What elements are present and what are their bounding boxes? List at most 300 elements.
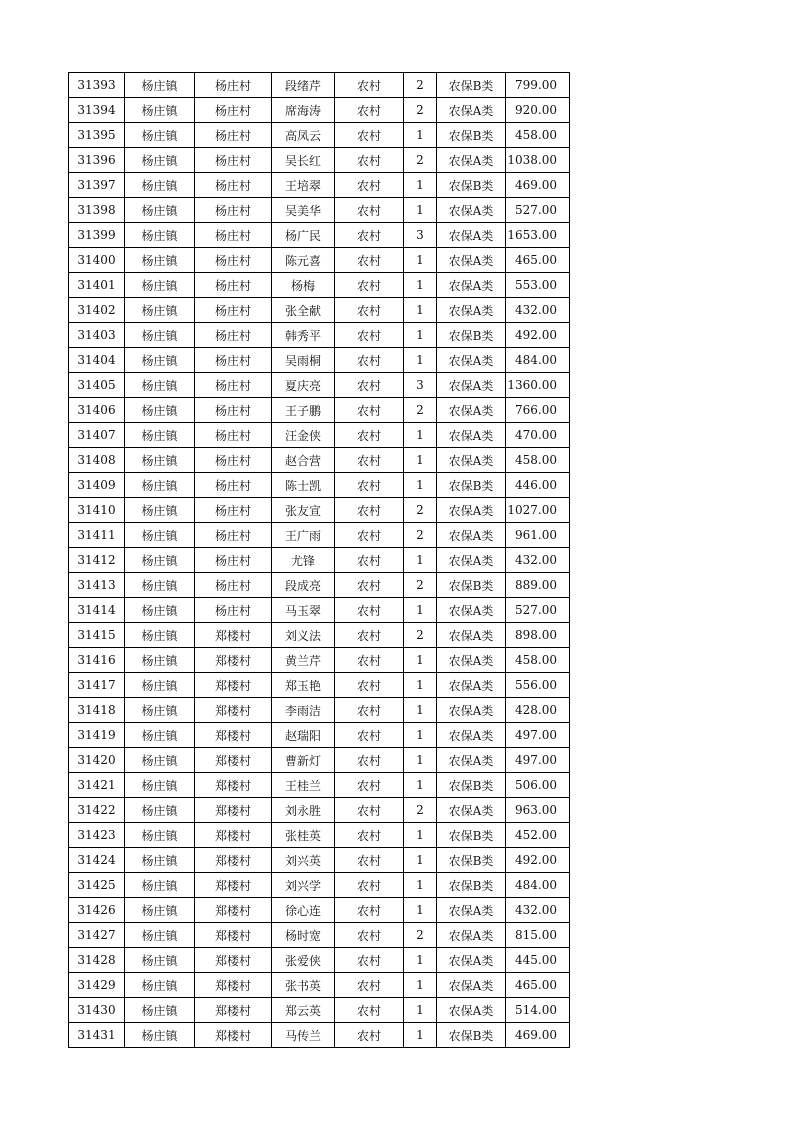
town-cell: 杨庄镇 xyxy=(125,273,195,298)
household-size-cell: 1 xyxy=(404,198,437,223)
amount-cell: 465.00 xyxy=(506,248,570,273)
town-cell: 杨庄镇 xyxy=(125,573,195,598)
village-cell: 杨庄村 xyxy=(195,123,272,148)
record-id-cell: 31419 xyxy=(69,723,125,748)
amount-cell: 1038.00 xyxy=(506,148,570,173)
insurance-category-cell: 农保A类 xyxy=(437,198,506,223)
town-cell: 杨庄镇 xyxy=(125,548,195,573)
household-size-cell: 1 xyxy=(404,248,437,273)
amount-cell: 484.00 xyxy=(506,348,570,373)
person-name-cell: 王培翠 xyxy=(272,173,335,198)
household-size-cell: 3 xyxy=(404,223,437,248)
village-cell: 杨庄村 xyxy=(195,548,272,573)
person-name-cell: 张桂英 xyxy=(272,823,335,848)
amount-cell: 553.00 xyxy=(506,273,570,298)
amount-cell: 432.00 xyxy=(506,898,570,923)
table-row xyxy=(69,673,570,698)
table-row xyxy=(69,973,570,998)
table-row xyxy=(69,248,570,273)
area-type-cell: 农村 xyxy=(335,273,404,298)
amount-cell: 514.00 xyxy=(506,998,570,1023)
record-id-cell: 31394 xyxy=(69,98,125,123)
record-id-cell: 31404 xyxy=(69,348,125,373)
town-cell: 杨庄镇 xyxy=(125,73,195,98)
insurance-category-cell: 农保A类 xyxy=(437,973,506,998)
area-type-cell: 农村 xyxy=(335,473,404,498)
insurance-category-cell: 农保A类 xyxy=(437,523,506,548)
record-id-cell: 31422 xyxy=(69,798,125,823)
record-id-cell: 31415 xyxy=(69,623,125,648)
town-cell: 杨庄镇 xyxy=(125,448,195,473)
village-cell: 郑楼村 xyxy=(195,873,272,898)
village-cell: 杨庄村 xyxy=(195,173,272,198)
village-cell: 杨庄村 xyxy=(195,598,272,623)
amount-cell: 766.00 xyxy=(506,398,570,423)
area-type-cell: 农村 xyxy=(335,923,404,948)
record-id-cell: 31431 xyxy=(69,1023,125,1048)
record-id-cell: 31424 xyxy=(69,848,125,873)
table-row xyxy=(69,1023,570,1048)
table-row xyxy=(69,573,570,598)
record-id-cell: 31399 xyxy=(69,223,125,248)
table-row xyxy=(69,898,570,923)
person-name-cell: 王桂兰 xyxy=(272,773,335,798)
record-id-cell: 31423 xyxy=(69,823,125,848)
village-cell: 郑楼村 xyxy=(195,748,272,773)
insurance-category-cell: 农保A类 xyxy=(437,923,506,948)
record-id-cell: 31408 xyxy=(69,448,125,473)
amount-cell: 484.00 xyxy=(506,873,570,898)
record-id-cell: 31395 xyxy=(69,123,125,148)
amount-cell: 506.00 xyxy=(506,773,570,798)
table-row xyxy=(69,548,570,573)
insurance-category-cell: 农保A类 xyxy=(437,548,506,573)
village-cell: 杨庄村 xyxy=(195,298,272,323)
amount-cell: 445.00 xyxy=(506,948,570,973)
town-cell: 杨庄镇 xyxy=(125,373,195,398)
person-name-cell: 尤锋 xyxy=(272,548,335,573)
household-size-cell: 1 xyxy=(404,548,437,573)
insurance-category-cell: 农保A类 xyxy=(437,998,506,1023)
record-id-cell: 31428 xyxy=(69,948,125,973)
household-size-cell: 1 xyxy=(404,848,437,873)
amount-cell: 497.00 xyxy=(506,748,570,773)
table-row xyxy=(69,798,570,823)
household-size-cell: 1 xyxy=(404,773,437,798)
area-type-cell: 农村 xyxy=(335,598,404,623)
household-size-cell: 2 xyxy=(404,573,437,598)
record-id-cell: 31403 xyxy=(69,323,125,348)
insurance-category-cell: 农保A类 xyxy=(437,498,506,523)
person-name-cell: 韩秀平 xyxy=(272,323,335,348)
town-cell: 杨庄镇 xyxy=(125,673,195,698)
town-cell: 杨庄镇 xyxy=(125,323,195,348)
table-row xyxy=(69,623,570,648)
record-id-cell: 31411 xyxy=(69,523,125,548)
person-name-cell: 吴长红 xyxy=(272,148,335,173)
table-row xyxy=(69,173,570,198)
person-name-cell: 曹新灯 xyxy=(272,748,335,773)
insurance-category-cell: 农保A类 xyxy=(437,248,506,273)
town-cell: 杨庄镇 xyxy=(125,98,195,123)
record-id-cell: 31409 xyxy=(69,473,125,498)
village-cell: 郑楼村 xyxy=(195,623,272,648)
village-cell: 杨庄村 xyxy=(195,373,272,398)
record-id-cell: 31414 xyxy=(69,598,125,623)
village-cell: 杨庄村 xyxy=(195,423,272,448)
person-name-cell: 李雨洁 xyxy=(272,698,335,723)
insurance-category-cell: 农保A类 xyxy=(437,948,506,973)
household-size-cell: 2 xyxy=(404,798,437,823)
town-cell: 杨庄镇 xyxy=(125,1023,195,1048)
village-cell: 杨庄村 xyxy=(195,198,272,223)
records-table xyxy=(68,72,570,1048)
person-name-cell: 张爱侠 xyxy=(272,948,335,973)
area-type-cell: 农村 xyxy=(335,198,404,223)
amount-cell: 963.00 xyxy=(506,798,570,823)
town-cell: 杨庄镇 xyxy=(125,998,195,1023)
person-name-cell: 吴雨桐 xyxy=(272,348,335,373)
amount-cell: 961.00 xyxy=(506,523,570,548)
person-name-cell: 杨时宽 xyxy=(272,923,335,948)
household-size-cell: 2 xyxy=(404,623,437,648)
village-cell: 杨庄村 xyxy=(195,273,272,298)
village-cell: 杨庄村 xyxy=(195,523,272,548)
insurance-category-cell: 农保B类 xyxy=(437,123,506,148)
record-id-cell: 31417 xyxy=(69,673,125,698)
household-size-cell: 1 xyxy=(404,823,437,848)
household-size-cell: 3 xyxy=(404,373,437,398)
household-size-cell: 1 xyxy=(404,748,437,773)
area-type-cell: 农村 xyxy=(335,373,404,398)
insurance-category-cell: 农保B类 xyxy=(437,1023,506,1048)
table-row xyxy=(69,648,570,673)
record-id-cell: 31425 xyxy=(69,873,125,898)
town-cell: 杨庄镇 xyxy=(125,598,195,623)
household-size-cell: 1 xyxy=(404,998,437,1023)
insurance-category-cell: 农保A类 xyxy=(437,673,506,698)
insurance-category-cell: 农保A类 xyxy=(437,723,506,748)
insurance-category-cell: 农保A类 xyxy=(437,373,506,398)
insurance-category-cell: 农保A类 xyxy=(437,298,506,323)
person-name-cell: 陈元喜 xyxy=(272,248,335,273)
person-name-cell: 夏庆亮 xyxy=(272,373,335,398)
area-type-cell: 农村 xyxy=(335,523,404,548)
area-type-cell: 农村 xyxy=(335,223,404,248)
town-cell: 杨庄镇 xyxy=(125,348,195,373)
household-size-cell: 1 xyxy=(404,948,437,973)
household-size-cell: 2 xyxy=(404,923,437,948)
amount-cell: 497.00 xyxy=(506,723,570,748)
table-row xyxy=(69,148,570,173)
household-size-cell: 1 xyxy=(404,723,437,748)
amount-cell: 815.00 xyxy=(506,923,570,948)
town-cell: 杨庄镇 xyxy=(125,823,195,848)
town-cell: 杨庄镇 xyxy=(125,873,195,898)
area-type-cell: 农村 xyxy=(335,323,404,348)
area-type-cell: 农村 xyxy=(335,123,404,148)
amount-cell: 428.00 xyxy=(506,698,570,723)
person-name-cell: 陈士凯 xyxy=(272,473,335,498)
record-id-cell: 31407 xyxy=(69,423,125,448)
table-row xyxy=(69,423,570,448)
town-cell: 杨庄镇 xyxy=(125,173,195,198)
person-name-cell: 郑玉艳 xyxy=(272,673,335,698)
household-size-cell: 2 xyxy=(404,98,437,123)
table-row xyxy=(69,948,570,973)
village-cell: 郑楼村 xyxy=(195,648,272,673)
amount-cell: 470.00 xyxy=(506,423,570,448)
village-cell: 杨庄村 xyxy=(195,398,272,423)
household-size-cell: 1 xyxy=(404,173,437,198)
town-cell: 杨庄镇 xyxy=(125,698,195,723)
amount-cell: 1653.00 xyxy=(506,223,570,248)
table-row xyxy=(69,198,570,223)
person-name-cell: 杨梅 xyxy=(272,273,335,298)
insurance-category-cell: 农保B类 xyxy=(437,873,506,898)
insurance-category-cell: 农保A类 xyxy=(437,598,506,623)
village-cell: 郑楼村 xyxy=(195,848,272,873)
village-cell: 杨庄村 xyxy=(195,148,272,173)
town-cell: 杨庄镇 xyxy=(125,798,195,823)
person-name-cell: 刘永胜 xyxy=(272,798,335,823)
insurance-category-cell: 农保A类 xyxy=(437,98,506,123)
record-id-cell: 31421 xyxy=(69,773,125,798)
town-cell: 杨庄镇 xyxy=(125,248,195,273)
area-type-cell: 农村 xyxy=(335,673,404,698)
town-cell: 杨庄镇 xyxy=(125,523,195,548)
village-cell: 杨庄村 xyxy=(195,73,272,98)
table-row xyxy=(69,373,570,398)
area-type-cell: 农村 xyxy=(335,348,404,373)
person-name-cell: 杨广民 xyxy=(272,223,335,248)
area-type-cell: 农村 xyxy=(335,873,404,898)
town-cell: 杨庄镇 xyxy=(125,973,195,998)
table-row xyxy=(69,823,570,848)
amount-cell: 889.00 xyxy=(506,573,570,598)
table-row xyxy=(69,323,570,348)
amount-cell: 432.00 xyxy=(506,548,570,573)
amount-cell: 492.00 xyxy=(506,848,570,873)
village-cell: 杨庄村 xyxy=(195,323,272,348)
town-cell: 杨庄镇 xyxy=(125,723,195,748)
amount-cell: 452.00 xyxy=(506,823,570,848)
table-row xyxy=(69,873,570,898)
town-cell: 杨庄镇 xyxy=(125,848,195,873)
area-type-cell: 农村 xyxy=(335,773,404,798)
person-name-cell: 王子鹏 xyxy=(272,398,335,423)
town-cell: 杨庄镇 xyxy=(125,898,195,923)
household-size-cell: 1 xyxy=(404,598,437,623)
amount-cell: 799.00 xyxy=(506,73,570,98)
table-row xyxy=(69,523,570,548)
insurance-category-cell: 农保A类 xyxy=(437,223,506,248)
table-row xyxy=(69,448,570,473)
area-type-cell: 农村 xyxy=(335,798,404,823)
village-cell: 杨庄村 xyxy=(195,223,272,248)
area-type-cell: 农村 xyxy=(335,698,404,723)
person-name-cell: 张全献 xyxy=(272,298,335,323)
household-size-cell: 1 xyxy=(404,348,437,373)
person-name-cell: 刘兴英 xyxy=(272,848,335,873)
record-id-cell: 31416 xyxy=(69,648,125,673)
insurance-category-cell: 农保A类 xyxy=(437,748,506,773)
household-size-cell: 1 xyxy=(404,673,437,698)
amount-cell: 458.00 xyxy=(506,448,570,473)
household-size-cell: 1 xyxy=(404,898,437,923)
table-row xyxy=(69,748,570,773)
amount-cell: 1360.00 xyxy=(506,373,570,398)
amount-cell: 465.00 xyxy=(506,973,570,998)
insurance-category-cell: 农保A类 xyxy=(437,623,506,648)
insurance-category-cell: 农保B类 xyxy=(437,773,506,798)
table-row xyxy=(69,698,570,723)
town-cell: 杨庄镇 xyxy=(125,148,195,173)
insurance-category-cell: 农保B类 xyxy=(437,73,506,98)
household-size-cell: 1 xyxy=(404,698,437,723)
village-cell: 郑楼村 xyxy=(195,948,272,973)
area-type-cell: 农村 xyxy=(335,623,404,648)
town-cell: 杨庄镇 xyxy=(125,298,195,323)
record-id-cell: 31418 xyxy=(69,698,125,723)
person-name-cell: 赵瑞阳 xyxy=(272,723,335,748)
amount-cell: 446.00 xyxy=(506,473,570,498)
village-cell: 郑楼村 xyxy=(195,723,272,748)
area-type-cell: 农村 xyxy=(335,648,404,673)
town-cell: 杨庄镇 xyxy=(125,773,195,798)
amount-cell: 556.00 xyxy=(506,673,570,698)
town-cell: 杨庄镇 xyxy=(125,748,195,773)
area-type-cell: 农村 xyxy=(335,723,404,748)
area-type-cell: 农村 xyxy=(335,573,404,598)
amount-cell: 898.00 xyxy=(506,623,570,648)
table-row xyxy=(69,473,570,498)
village-cell: 杨庄村 xyxy=(195,98,272,123)
table-row xyxy=(69,98,570,123)
village-cell: 杨庄村 xyxy=(195,448,272,473)
record-id-cell: 31412 xyxy=(69,548,125,573)
household-size-cell: 1 xyxy=(404,273,437,298)
amount-cell: 469.00 xyxy=(506,1023,570,1048)
table-row xyxy=(69,348,570,373)
amount-cell: 527.00 xyxy=(506,198,570,223)
area-type-cell: 农村 xyxy=(335,748,404,773)
table-row xyxy=(69,773,570,798)
person-name-cell: 马传兰 xyxy=(272,1023,335,1048)
household-size-cell: 1 xyxy=(404,298,437,323)
amount-cell: 458.00 xyxy=(506,648,570,673)
town-cell: 杨庄镇 xyxy=(125,423,195,448)
area-type-cell: 农村 xyxy=(335,298,404,323)
area-type-cell: 农村 xyxy=(335,98,404,123)
area-type-cell: 农村 xyxy=(335,448,404,473)
record-id-cell: 31420 xyxy=(69,748,125,773)
household-size-cell: 1 xyxy=(404,648,437,673)
village-cell: 郑楼村 xyxy=(195,973,272,998)
area-type-cell: 农村 xyxy=(335,148,404,173)
amount-cell: 920.00 xyxy=(506,98,570,123)
record-id-cell: 31402 xyxy=(69,298,125,323)
village-cell: 郑楼村 xyxy=(195,923,272,948)
household-size-cell: 1 xyxy=(404,1023,437,1048)
table-row xyxy=(69,73,570,98)
table-row xyxy=(69,848,570,873)
village-cell: 郑楼村 xyxy=(195,773,272,798)
insurance-category-cell: 农保B类 xyxy=(437,573,506,598)
village-cell: 杨庄村 xyxy=(195,348,272,373)
amount-cell: 1027.00 xyxy=(506,498,570,523)
table-row xyxy=(69,273,570,298)
village-cell: 杨庄村 xyxy=(195,573,272,598)
person-name-cell: 张友宣 xyxy=(272,498,335,523)
record-id-cell: 31413 xyxy=(69,573,125,598)
record-id-cell: 31400 xyxy=(69,248,125,273)
town-cell: 杨庄镇 xyxy=(125,398,195,423)
person-name-cell: 徐心连 xyxy=(272,898,335,923)
village-cell: 郑楼村 xyxy=(195,798,272,823)
area-type-cell: 农村 xyxy=(335,548,404,573)
amount-cell: 527.00 xyxy=(506,598,570,623)
insurance-category-cell: 农保A类 xyxy=(437,348,506,373)
record-id-cell: 31405 xyxy=(69,373,125,398)
insurance-category-cell: 农保B类 xyxy=(437,173,506,198)
record-id-cell: 31396 xyxy=(69,148,125,173)
amount-cell: 492.00 xyxy=(506,323,570,348)
record-id-cell: 31393 xyxy=(69,73,125,98)
insurance-category-cell: 农保A类 xyxy=(437,448,506,473)
area-type-cell: 农村 xyxy=(335,848,404,873)
table-row xyxy=(69,223,570,248)
insurance-category-cell: 农保A类 xyxy=(437,423,506,448)
area-type-cell: 农村 xyxy=(335,948,404,973)
record-id-cell: 31430 xyxy=(69,998,125,1023)
area-type-cell: 农村 xyxy=(335,73,404,98)
area-type-cell: 农村 xyxy=(335,998,404,1023)
table-row xyxy=(69,123,570,148)
village-cell: 郑楼村 xyxy=(195,698,272,723)
insurance-category-cell: 农保A类 xyxy=(437,648,506,673)
person-name-cell: 郑云英 xyxy=(272,998,335,1023)
record-id-cell: 31397 xyxy=(69,173,125,198)
insurance-category-cell: 农保A类 xyxy=(437,698,506,723)
amount-cell: 432.00 xyxy=(506,298,570,323)
insurance-category-cell: 农保A类 xyxy=(437,898,506,923)
town-cell: 杨庄镇 xyxy=(125,498,195,523)
record-id-cell: 31401 xyxy=(69,273,125,298)
village-cell: 郑楼村 xyxy=(195,898,272,923)
record-id-cell: 31426 xyxy=(69,898,125,923)
village-cell: 郑楼村 xyxy=(195,1023,272,1048)
household-size-cell: 2 xyxy=(404,498,437,523)
area-type-cell: 农村 xyxy=(335,173,404,198)
insurance-category-cell: 农保B类 xyxy=(437,823,506,848)
insurance-category-cell: 农保A类 xyxy=(437,273,506,298)
area-type-cell: 农村 xyxy=(335,898,404,923)
insurance-category-cell: 农保A类 xyxy=(437,798,506,823)
table-row xyxy=(69,923,570,948)
person-name-cell: 刘兴学 xyxy=(272,873,335,898)
insurance-category-cell: 农保A类 xyxy=(437,148,506,173)
person-name-cell: 段成亮 xyxy=(272,573,335,598)
area-type-cell: 农村 xyxy=(335,823,404,848)
table-row xyxy=(69,298,570,323)
table-row xyxy=(69,723,570,748)
table-row xyxy=(69,398,570,423)
town-cell: 杨庄镇 xyxy=(125,923,195,948)
person-name-cell: 段绪芹 xyxy=(272,73,335,98)
insurance-category-cell: 农保A类 xyxy=(437,398,506,423)
town-cell: 杨庄镇 xyxy=(125,223,195,248)
